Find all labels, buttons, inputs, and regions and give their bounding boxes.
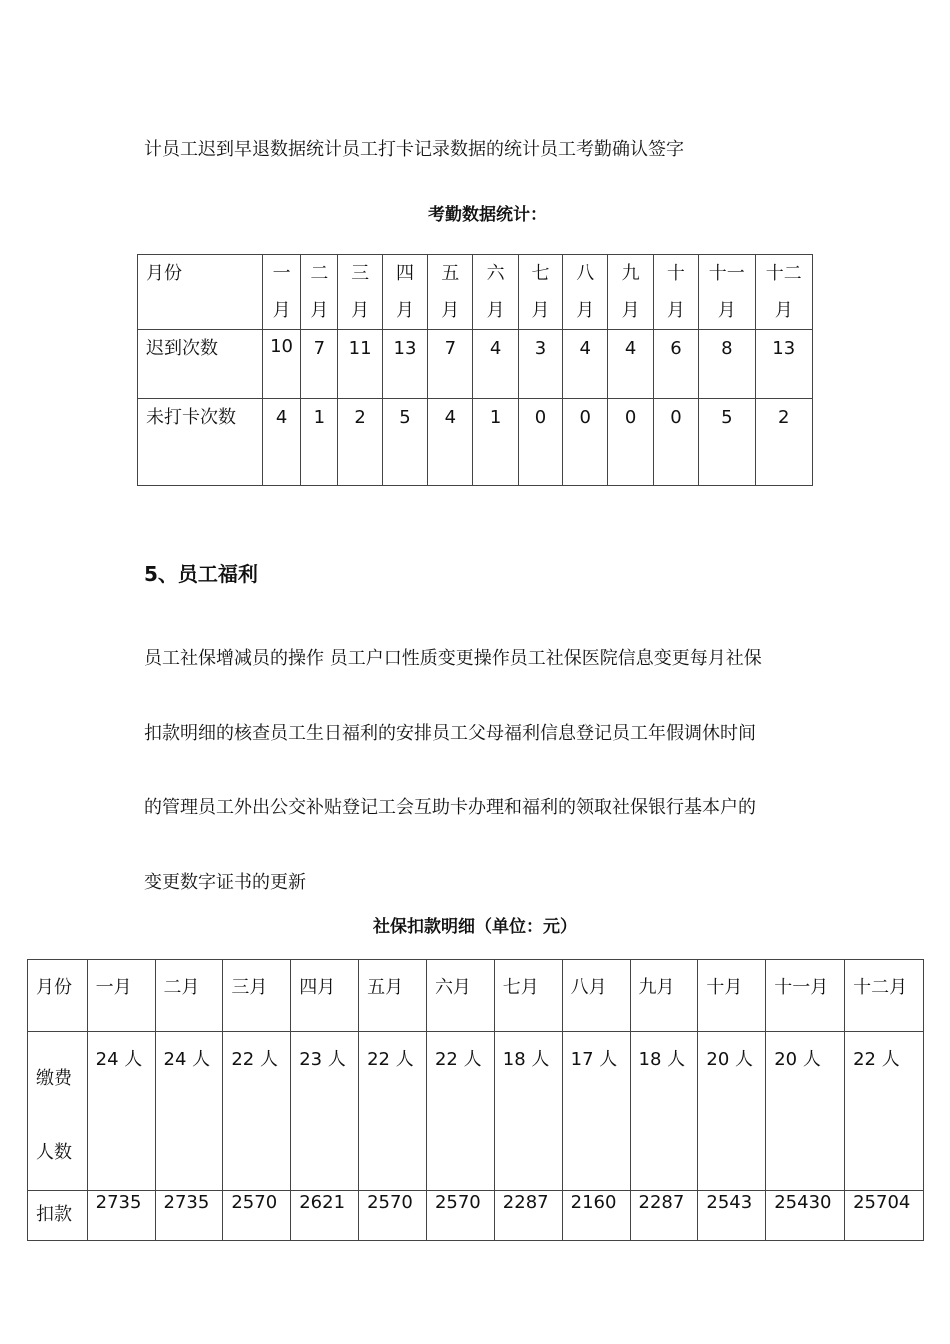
month-cell: 五 月 [428, 255, 473, 330]
paragraph-line: 的管理员工外出公交补贴登记工会互助卡办理和福利的领取社保银行基本户的 [144, 797, 756, 818]
value-cell: 7 [428, 330, 473, 399]
welfare-paragraph [144, 622, 814, 920]
value-cell: 24 人 [155, 1032, 223, 1191]
paragraph-line: 扣款明细的核查员工生日福利的安排员工父母福利信息登记员工年假调休时间 [144, 722, 756, 744]
value-cell: 2543 [698, 1191, 766, 1241]
month-cell: 三 月 [338, 255, 382, 330]
month-cell: 九月 [630, 960, 698, 1032]
month-cell: 五月 [359, 960, 427, 1032]
value-cell: 4 [428, 399, 473, 486]
value-cell: 23 人 [291, 1032, 359, 1191]
month-cell: 二 月 [301, 255, 338, 330]
month-cell: 十二 月 [755, 255, 813, 330]
month-cell: 十一月 [766, 960, 845, 1032]
value-cell: 0 [608, 399, 653, 486]
month-cell: 九 月 [608, 255, 653, 330]
month-cell: 十二月 [845, 960, 924, 1032]
value-cell: 2621 [291, 1191, 359, 1241]
value-cell: 4 [262, 399, 300, 486]
social-security-caption: 社保扣款明细（单位：元） [373, 917, 577, 937]
paragraph-line: 变更数字证书的更新 [144, 871, 306, 893]
value-cell: 5 [382, 399, 427, 486]
value-cell: 2570 [223, 1191, 291, 1241]
value-cell: 2 [338, 399, 382, 486]
ss-payers-row [28, 1032, 924, 1191]
month-cell: 六月 [426, 960, 494, 1032]
month-cell: 三月 [223, 960, 291, 1032]
value-cell: 25704 [845, 1191, 924, 1241]
social-security-table [27, 959, 924, 1241]
month-cell: 八月 [562, 960, 630, 1032]
value-cell: 4 [563, 330, 608, 399]
value-cell: 20 人 [698, 1032, 766, 1191]
value-cell: 1 [473, 399, 518, 486]
value-cell: 11 [338, 330, 382, 399]
row-label: 未打卡次数 [138, 399, 263, 486]
value-cell: 0 [653, 399, 698, 486]
missed-punch-row [138, 399, 813, 486]
attendance-table [137, 254, 813, 486]
month-cell: 一月 [87, 960, 155, 1032]
value-cell: 2570 [426, 1191, 494, 1241]
month-cell: 十月 [698, 960, 766, 1032]
value-cell: 20 人 [766, 1032, 845, 1191]
month-cell: 八 月 [563, 255, 608, 330]
month-cell: 四 月 [382, 255, 427, 330]
value-cell: 24 人 [87, 1032, 155, 1191]
value-cell: 4 [473, 330, 518, 399]
attendance-header-row [138, 255, 813, 330]
value-cell: 22 人 [359, 1032, 427, 1191]
row-label: 缴费 人数 [28, 1032, 88, 1191]
month-cell: 七月 [494, 960, 562, 1032]
value-cell: 22 人 [845, 1032, 924, 1191]
value-cell: 2570 [359, 1191, 427, 1241]
month-cell: 二月 [155, 960, 223, 1032]
month-cell: 六 月 [473, 255, 518, 330]
value-cell: 5 [699, 399, 755, 486]
value-cell: 2160 [562, 1191, 630, 1241]
month-cell: 一 月 [262, 255, 300, 330]
intro-line: 计员工迟到早退数据统计员工打卡记录数据的统计员工考勤确认签字 [144, 139, 684, 160]
row-label: 扣款 [28, 1191, 88, 1241]
value-cell: 6 [653, 330, 698, 399]
value-cell: 8 [699, 330, 755, 399]
month-cell: 七 月 [518, 255, 562, 330]
month-cell: 四月 [291, 960, 359, 1032]
row-label: 迟到次数 [138, 330, 263, 399]
value-cell: 13 [382, 330, 427, 399]
value-cell: 13 [755, 330, 813, 399]
section-title: 5、员工福利 [144, 562, 258, 586]
month-cell: 十 月 [653, 255, 698, 330]
month-header-label: 月份 [28, 960, 88, 1032]
month-header-label: 月份 [138, 255, 263, 330]
value-cell: 0 [563, 399, 608, 486]
value-cell: 4 [608, 330, 653, 399]
attendance-caption: 考勤数据统计： [428, 205, 547, 225]
value-cell: 0 [518, 399, 562, 486]
value-cell: 10 [262, 330, 300, 399]
ss-deduction-row [28, 1191, 924, 1241]
value-cell: 2287 [630, 1191, 698, 1241]
value-cell: 3 [518, 330, 562, 399]
value-cell: 18 人 [630, 1032, 698, 1191]
value-cell: 7 [301, 330, 338, 399]
paragraph-line: 员工社保增减员的操作 员工户口性质变更操作员工社保医院信息变更每月社保 [144, 648, 762, 669]
value-cell: 2735 [155, 1191, 223, 1241]
value-cell: 18 人 [494, 1032, 562, 1191]
ss-header-row [28, 960, 924, 1032]
value-cell: 22 人 [223, 1032, 291, 1191]
value-cell: 17 人 [562, 1032, 630, 1191]
value-cell: 22 人 [426, 1032, 494, 1191]
value-cell: 25430 [766, 1191, 845, 1241]
month-cell: 十一 月 [699, 255, 755, 330]
value-cell: 1 [301, 399, 338, 486]
value-cell: 2 [755, 399, 813, 486]
value-cell: 2735 [87, 1191, 155, 1241]
value-cell: 2287 [494, 1191, 562, 1241]
late-count-row [138, 330, 813, 399]
